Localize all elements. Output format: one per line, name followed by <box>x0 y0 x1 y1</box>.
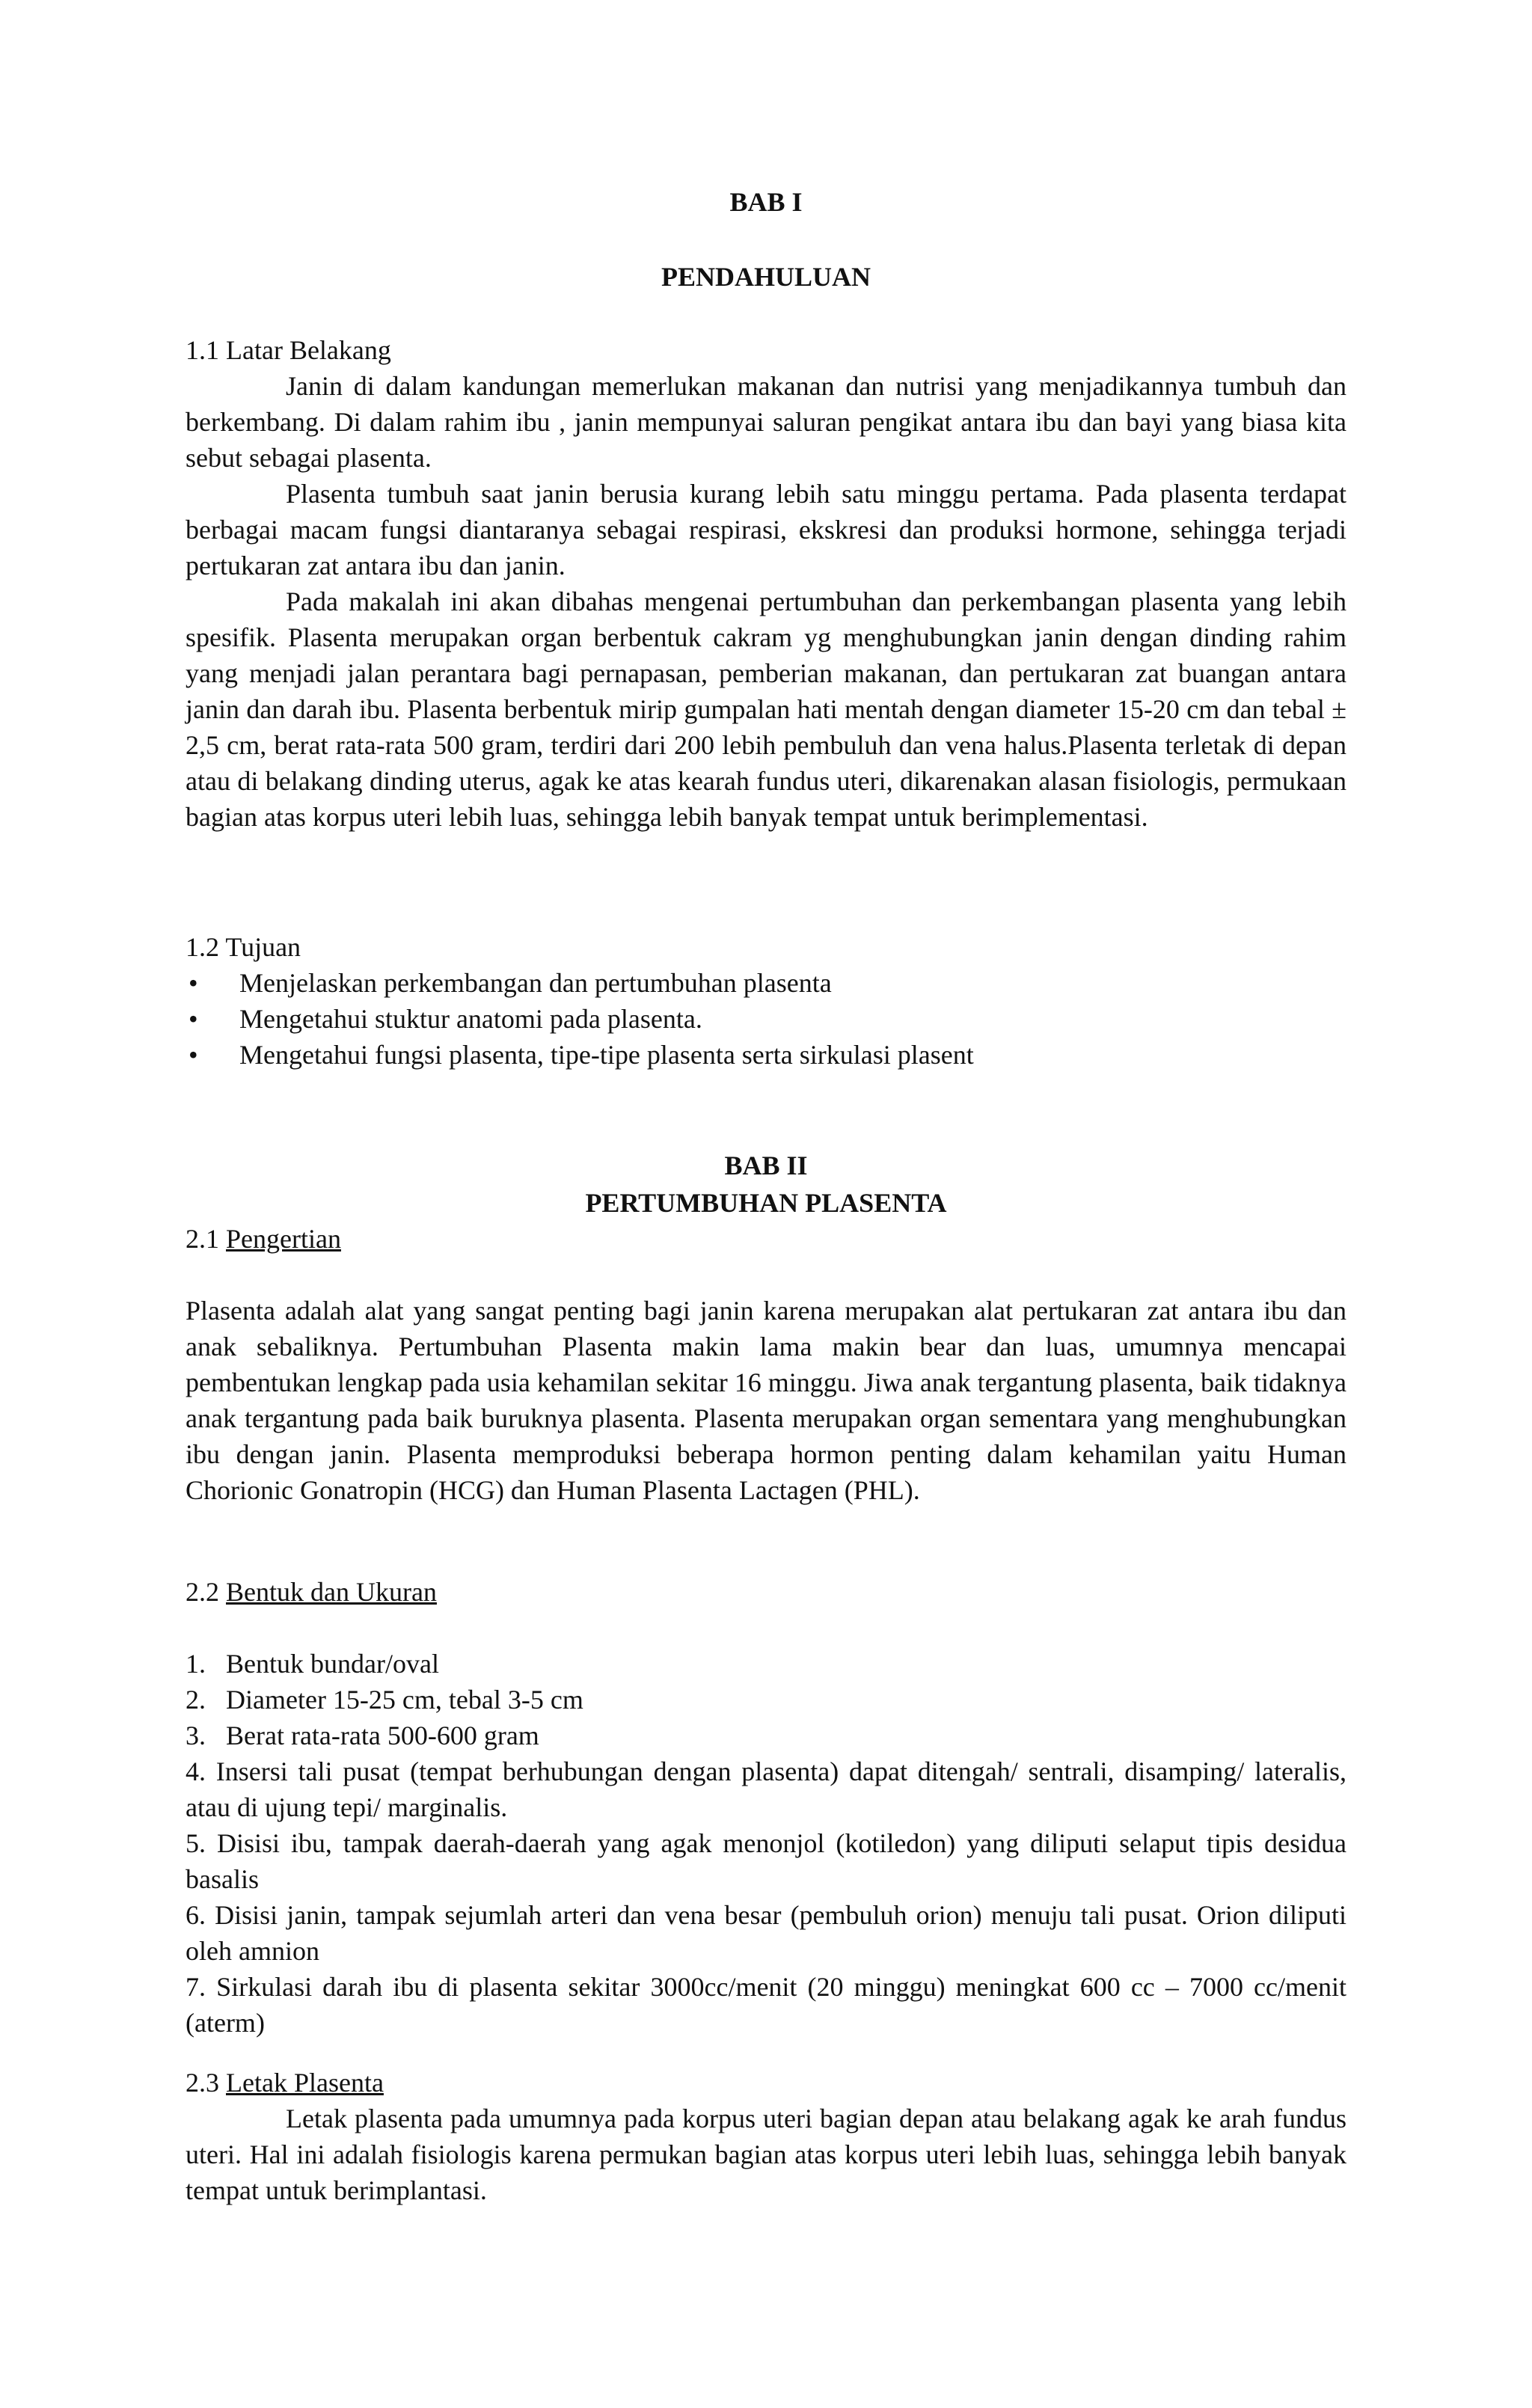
objectives-list <box>186 965 1346 1073</box>
section-2-3-heading: 2.3 Letak Plasenta <box>186 2068 384 2098</box>
paragraph-1-1-b: Plasenta tumbuh saat janin berusia kurang lebih satu minggu pertama. Pada plasenta terdapat berbagai macam fungsi diantaranya sebagai respirasi, ekskresi dan produksi hormone, sehingga terjadi pertukaran zat antara ibu dan janin. <box>186 479 1346 580</box>
list-item: • Menjelaskan perkembangan dan pertumbuhan plasenta <box>186 965 1346 1001</box>
section-2-1 <box>186 1221 1346 1257</box>
list-item: 7. Sirkulasi darah ibu di plasenta sekitar 3000cc/menit (20 minggu) meningkat 600 cc – 7000 cc/menit (aterm) <box>186 1972 1346 2038</box>
list-item: 5. Disisi ibu, tampak daerah-daerah yang agak menonjol (kotiledon) yang diliputi selaput tipis desidua basalis <box>186 1828 1346 1894</box>
list-item: 1. Bentuk bundar/oval <box>186 1649 439 1679</box>
bab1-heading: BAB I <box>729 187 803 217</box>
list-item: 3. Berat rata-rata 500-600 gram <box>186 1721 539 1750</box>
bullet-icon: • <box>189 1004 198 1034</box>
list-item: 6. Disisi janin, tampak sejumlah arteri dan vena besar (pembuluh orion) menuju tali pusat. Orion diliputi oleh amnion <box>186 1900 1346 1966</box>
bullet-icon: • <box>189 968 198 998</box>
list-item: • Mengetahui stuktur anatomi pada plasenta. <box>186 1001 1346 1037</box>
section-1-1 <box>186 332 1346 835</box>
section-2-1-heading: 2.1 Pengertian <box>186 1224 341 1254</box>
list-item: 2. Diameter 15-25 cm, tebal 3-5 cm <box>186 1685 583 1715</box>
bab2-title: PERTUMBUHAN PLASENTA <box>585 1188 947 1218</box>
bab1-title: PENDAHULUAN <box>661 262 871 292</box>
section-1-1-heading: 1.1 Latar Belakang <box>186 335 391 365</box>
size-list <box>186 1646 1346 2041</box>
list-item: • Mengetahui fungsi plasenta, tipe-tipe plasenta serta sirkulasi plasent <box>186 1037 1346 1073</box>
bab2-heading: BAB II <box>724 1151 808 1180</box>
bullet-icon: • <box>189 1040 198 1070</box>
list-item: 4. Insersi tali pusat (tempat berhubungan dengan plasenta) dapat ditengah/ sentrali, disamping/ lateralis, atau di ujung tepi/ marginalis. <box>186 1756 1346 1822</box>
paragraph-2-3: Letak plasenta pada umumnya pada korpus uteri bagian depan atau belakang agak ke arah fundus uteri. Hal ini adalah fisiologis karena permukan bagian atas korpus uteri lebih luas, sehingga lebih banyak tempat untuk berimplantasi. <box>186 2104 1346 2205</box>
section-1-2-heading: 1.2 Tujuan <box>186 932 301 962</box>
paragraph-2-1: Plasenta adalah alat yang sangat penting bagi janin karena merupakan alat pertukaran zat antara ibu dan anak sebaliknya. Pertumbuhan Plasenta makin lama makin bear dan luas, umumnya mencapai pembentukan lengkap pada usia kehamilan sekitar 16 minggu. Jiwa anak tergantung plasenta, baik tidaknya anak tergantung pada baik buruknya plasenta. Plasenta merupakan organ sementara yang menghubungkan ibu dengan janin. Plasenta memproduksi beberapa hormon penting dalam kehamilan yaitu Human Chorionic Gonatropin (HCG) dan Human Plasenta Lactagen (PHL). <box>186 1296 1346 1505</box>
paragraph-1-1-c: Pada makalah ini akan dibahas mengenai pertumbuhan dan perkembangan plasenta yang lebih spesifik. Plasenta merupakan organ berbentuk cakram yg menghubungkan janin dengan dinding rahim yang menjadi jalan perantara bagi pernapasan, pemberian makanan, dan pertukaran zat buangan antara janin dan darah ibu. Plasenta berbentuk mirip gumpalan hati mentah dengan diameter 15-20 cm dan tebal ± 2,5 cm, berat rata-rata 500 gram, terdiri dari 200 lebih pembuluh dan vena halus.Plasenta terletak di depan atau di belakang dinding uterus, agak ke atas kearah fundus uteri, dikarenakan alasan fisiologis, permukaan bagian atas korpus uteri lebih luas, sehingga lebih banyak tempat untuk berimplementasi. <box>186 586 1346 832</box>
section-1-2 <box>186 929 1346 1073</box>
section-2-2-heading: 2.2 Bentuk dan Ukuran <box>186 1577 437 1607</box>
paragraph-1-1-a: Janin di dalam kandungan memerlukan makanan dan nutrisi yang menjadikannya tumbuh dan berkembang. Di dalam rahim ibu , janin mempunyai saluran pengikat antara ibu dan bayi yang biasa kita sebut sebagai plasenta. <box>186 371 1346 473</box>
